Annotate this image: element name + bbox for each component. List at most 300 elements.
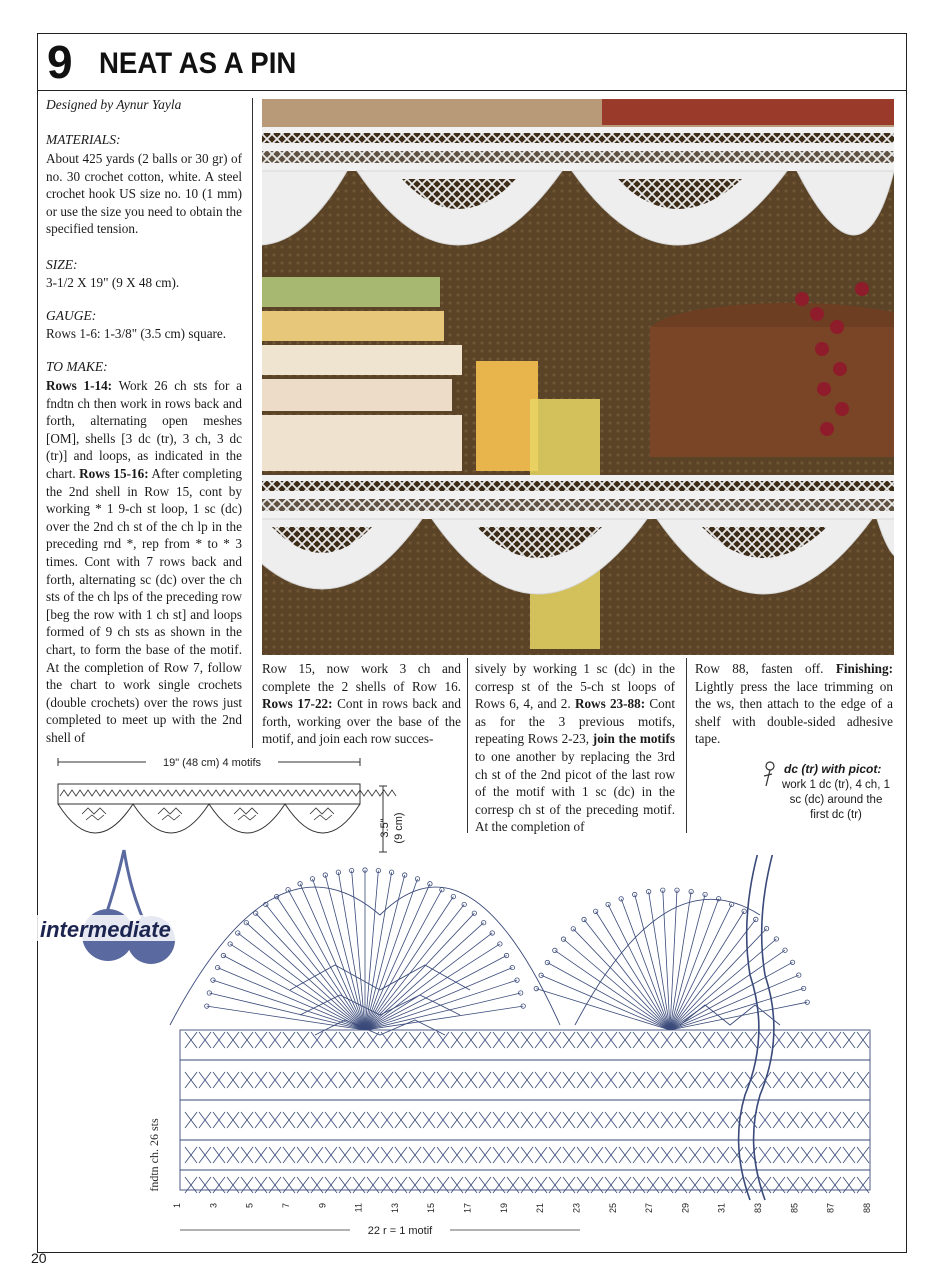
mesh-mark — [199, 1177, 211, 1193]
row-number-label: 9 — [317, 1203, 328, 1209]
mesh-mark — [815, 1032, 827, 1048]
mesh-mark — [283, 1032, 295, 1048]
mesh-mark — [241, 1112, 253, 1128]
picot-mark — [774, 937, 778, 941]
mesh-mark — [773, 1112, 785, 1128]
mesh-mark — [535, 1072, 547, 1088]
mesh-mark — [311, 1112, 323, 1128]
mesh-mark — [227, 1147, 239, 1163]
mesh-mark — [829, 1032, 841, 1048]
mesh-mark — [437, 1072, 449, 1088]
mesh-mark — [731, 1072, 743, 1088]
mesh-mark — [465, 1112, 477, 1128]
mesh-mark — [227, 1072, 239, 1088]
column-divider — [467, 658, 468, 833]
mesh-mark — [857, 1147, 869, 1163]
mesh-mark — [787, 1072, 799, 1088]
mesh-mark — [367, 1147, 379, 1163]
instructions-column-2 — [262, 660, 461, 748]
mesh-mark — [325, 1177, 337, 1193]
mesh-mark — [507, 1072, 519, 1088]
picot-mark — [754, 917, 758, 921]
mesh-mark — [787, 1177, 799, 1193]
mesh-mark — [465, 1177, 477, 1193]
picot-mark — [286, 887, 290, 891]
mesh-mark — [605, 1072, 617, 1088]
mesh-mark — [689, 1072, 701, 1088]
mesh-mark — [507, 1147, 519, 1163]
mesh-mark — [591, 1032, 603, 1048]
mesh-mark — [829, 1112, 841, 1128]
row-number-label: 83 — [753, 1203, 764, 1214]
mesh-mark — [717, 1177, 729, 1193]
materials-text: About 425 yards (2 balls or 30 gr) of no. 30 crochet cotton, white. A steel crochet hook US size no. 10 (1 mm) or use the size you need to obtain the specified tension. — [46, 151, 242, 237]
mesh-mark — [605, 1147, 617, 1163]
mesh-mark — [213, 1147, 225, 1163]
mesh-mark — [843, 1032, 855, 1048]
mesh-mark — [703, 1072, 715, 1088]
mesh-mark — [381, 1147, 393, 1163]
mesh-mark — [535, 1112, 547, 1128]
mesh-mark — [367, 1112, 379, 1128]
col3-text-c: to one another by replacing the 3rd ch st of the 2nd picot of the last row of the motif with 1 sc (dc) in the corresp ch st of the preceding motif. At the completion of — [475, 748, 675, 835]
stitch-mark — [352, 871, 365, 1030]
mesh-mark — [493, 1147, 505, 1163]
foundation-chain-label: fndtn ch. 26 sts — [147, 1118, 161, 1192]
mesh-mark — [619, 1112, 631, 1128]
picot-mark — [553, 948, 557, 952]
mesh-mark — [563, 1147, 575, 1163]
instructions-column-3 — [475, 660, 675, 836]
mesh-mark — [675, 1032, 687, 1048]
mesh-mark — [227, 1112, 239, 1128]
mesh-mark — [619, 1177, 631, 1193]
mesh-mark — [619, 1072, 631, 1088]
mesh-mark — [381, 1072, 393, 1088]
gauge-label: GAUGE: — [46, 308, 97, 323]
stitch-mark — [670, 919, 756, 1030]
mesh-mark — [339, 1072, 351, 1088]
mesh-mark — [731, 1177, 743, 1193]
mesh-mark — [493, 1177, 505, 1193]
mesh-mark — [297, 1177, 309, 1193]
mesh-mark — [745, 1032, 757, 1048]
col4-text-b: Lightly press the lace trimming on the ws, then attach to the edge of a shelf with double-sided adhesive tape. — [695, 678, 893, 747]
mesh-mark — [353, 1032, 365, 1048]
mesh-mark — [787, 1147, 799, 1163]
finishing-heading: Finishing: — [835, 661, 893, 676]
row-number-label: 21 — [535, 1203, 546, 1214]
mesh-mark — [241, 1147, 253, 1163]
mesh-mark — [563, 1177, 575, 1193]
rows-1-14-text: Work 26 ch sts for a fndtn ch then work in rows back and forth, alternating open meshes [OM], shells [3 dc (tr), 3 ch, 3 dc (tr)] and loops, as indicated in the chart. — [46, 378, 242, 481]
mesh-mark — [549, 1072, 561, 1088]
row-number-label: 23 — [571, 1203, 582, 1214]
stitch-mark — [365, 993, 521, 1030]
mesh-mark — [521, 1032, 533, 1048]
mesh-mark — [731, 1032, 743, 1048]
mesh-mark — [395, 1177, 407, 1193]
mesh-mark — [297, 1072, 309, 1088]
mesh-mark — [255, 1032, 267, 1048]
mesh-mark — [661, 1112, 673, 1128]
mesh-mark — [451, 1147, 463, 1163]
stitch-mark — [313, 879, 365, 1030]
mesh-mark — [479, 1032, 491, 1048]
mesh-mark — [409, 1032, 421, 1048]
mesh-mark — [577, 1032, 589, 1048]
mesh-mark — [773, 1032, 785, 1048]
mesh-mark — [255, 1177, 267, 1193]
mesh-mark — [535, 1177, 547, 1193]
mesh-mark — [269, 1072, 281, 1088]
instructions-column-4 — [695, 660, 893, 748]
mesh-mark — [563, 1072, 575, 1088]
mesh-mark — [395, 1112, 407, 1128]
mesh-mark — [703, 1032, 715, 1048]
rows-23-88-heading: Rows 23-88: — [574, 696, 646, 712]
mesh-mark — [479, 1147, 491, 1163]
mesh-mark — [633, 1112, 645, 1128]
stitch-mark — [207, 1006, 365, 1030]
mesh-mark — [829, 1177, 841, 1193]
mesh-mark — [703, 1177, 715, 1193]
mesh-mark — [549, 1177, 561, 1193]
mesh-mark — [521, 1177, 533, 1193]
mesh-mark — [199, 1112, 211, 1128]
mesh-mark — [227, 1177, 239, 1193]
page-number: 20 — [31, 1250, 47, 1266]
mesh-mark — [241, 1177, 253, 1193]
stitch-mark — [300, 884, 365, 1030]
mesh-mark — [465, 1032, 477, 1048]
row-number-label: 31 — [716, 1203, 727, 1214]
legend-title: dc (tr) with picot: — [784, 762, 882, 776]
pattern-number: 9 — [47, 36, 73, 88]
mesh-mark — [591, 1147, 603, 1163]
mesh-mark — [731, 1147, 743, 1163]
stitch-mark — [223, 956, 365, 1030]
stitch-mark — [365, 956, 507, 1030]
mesh-mark — [325, 1112, 337, 1128]
mesh-mark — [409, 1147, 421, 1163]
mesh-mark — [773, 1177, 785, 1193]
picot-mark — [783, 948, 787, 952]
mesh-mark — [423, 1147, 435, 1163]
mesh-mark — [283, 1147, 295, 1163]
mesh-mark — [689, 1032, 701, 1048]
picot-mark — [310, 877, 314, 881]
mesh-mark — [591, 1177, 603, 1193]
picot-mark — [539, 973, 543, 977]
mesh-mark — [857, 1177, 869, 1193]
mesh-mark — [857, 1032, 869, 1048]
mesh-mark — [801, 1177, 813, 1193]
join-motifs-bold: join the motifs — [592, 731, 675, 747]
mesh-mark — [353, 1177, 365, 1193]
mesh-mark — [451, 1112, 463, 1128]
mesh-mark — [647, 1072, 659, 1088]
mesh-mark — [605, 1112, 617, 1128]
stitch-mark — [325, 875, 365, 1030]
mesh-mark — [675, 1112, 687, 1128]
mesh-mark — [185, 1032, 197, 1048]
mesh-mark — [479, 1072, 491, 1088]
picot-symbol-icon — [758, 760, 782, 788]
mesh-mark — [255, 1112, 267, 1128]
instructions-column-1 — [46, 377, 242, 746]
mesh-mark — [423, 1072, 435, 1088]
mesh-mark — [717, 1147, 729, 1163]
mesh-mark — [717, 1112, 729, 1128]
mesh-mark — [493, 1072, 505, 1088]
mesh-mark — [563, 1032, 575, 1048]
row-number-label: 88 — [862, 1203, 872, 1214]
row-number-label: 17 — [462, 1203, 473, 1214]
mesh-mark — [437, 1177, 449, 1193]
mesh-mark — [801, 1147, 813, 1163]
stitch-mark — [277, 897, 365, 1030]
schematic-height-label: 3.5" — [379, 818, 391, 838]
mesh-mark — [395, 1072, 407, 1088]
mesh-mark — [367, 1032, 379, 1048]
stitch-mark — [266, 904, 365, 1030]
mesh-mark — [577, 1177, 589, 1193]
picot-mark — [534, 986, 538, 990]
mesh-mark — [213, 1032, 225, 1048]
mesh-mark — [381, 1112, 393, 1128]
mesh-mark — [759, 1112, 771, 1128]
mesh-mark — [213, 1112, 225, 1128]
mesh-mark — [283, 1112, 295, 1128]
mesh-mark — [367, 1072, 379, 1088]
mesh-mark — [647, 1032, 659, 1048]
mesh-mark — [549, 1147, 561, 1163]
row-number-label: 13 — [389, 1203, 400, 1214]
mesh-mark — [521, 1147, 533, 1163]
mesh-mark — [661, 1072, 673, 1088]
mesh-mark — [787, 1032, 799, 1048]
row-number-label: 3 — [208, 1203, 219, 1209]
mesh-mark — [437, 1147, 449, 1163]
picot-mark — [440, 887, 444, 891]
crochet-chart — [140, 855, 895, 1240]
mesh-mark — [745, 1177, 757, 1193]
to-make-label: TO MAKE: — [46, 359, 108, 374]
mesh-mark — [283, 1177, 295, 1193]
mesh-mark — [409, 1072, 421, 1088]
mesh-mark — [241, 1072, 253, 1088]
mesh-mark — [857, 1072, 869, 1088]
mesh-mark — [297, 1147, 309, 1163]
shelf-lace-photo — [262, 99, 894, 655]
stitch-mark — [218, 968, 365, 1030]
mesh-mark — [437, 1112, 449, 1128]
row-number-label: 19 — [498, 1203, 509, 1214]
repeat-label: 22 r = 1 motif — [367, 1225, 433, 1237]
mesh-mark — [199, 1147, 211, 1163]
mesh-mark — [815, 1147, 827, 1163]
mesh-mark — [829, 1147, 841, 1163]
designer-credit: Designed by Aynur Yayla — [46, 97, 182, 112]
mesh-mark — [661, 1032, 673, 1048]
col2-text-a: Row 15, now work 3 ch and complete the 2 shells of Row 16. — [262, 661, 461, 694]
mesh-mark — [535, 1032, 547, 1048]
col2-text-b: Cont in rows back and forth, working over the base of the motif, and join each row succes- — [262, 696, 461, 747]
stitch-mark — [365, 968, 512, 1030]
stitch-mark — [670, 939, 776, 1030]
mesh-mark — [423, 1032, 435, 1048]
mesh-mark — [353, 1147, 365, 1163]
picot-mark — [545, 960, 549, 964]
rows-1-14-heading: Rows 1-14: — [46, 378, 113, 393]
mesh-mark — [269, 1177, 281, 1193]
mesh-mark — [633, 1177, 645, 1193]
mesh-mark — [339, 1112, 351, 1128]
mesh-mark — [325, 1072, 337, 1088]
rows-15-16-text: After completing the 2nd shell in Row 15, cont by working * 1 9-ch st loop, 1 sc (dc) over the 2nd ch st of the ch lp in the preceding rnd *, rep from * to * 3 times. Cont with 7 rows back and forth, alternating sc (dc) over the ch sts of the ch lps of the preceding row [beg the row with 1 ch st] and loops formed of 9 ch sts as shown in the chart, to form the base of the motif. At the completion of Row 7, follow the chart to work single crochets (double crochets) over the rows just completed to meet up with the 2nd shell of — [46, 465, 243, 745]
mesh-mark — [675, 1072, 687, 1088]
stitch-mark — [584, 920, 670, 1030]
skill-level-text: intermediate — [40, 917, 171, 942]
mesh-mark — [395, 1147, 407, 1163]
mesh-mark — [521, 1072, 533, 1088]
stitch-mark — [246, 923, 365, 1030]
row-number-label: 29 — [680, 1203, 691, 1214]
size-schematic — [50, 752, 420, 857]
mesh-mark — [745, 1072, 757, 1088]
legend-description: work 1 dc (tr), 4 ch, 1 sc (dc) around the first dc (tr) — [781, 779, 890, 821]
mesh-mark — [773, 1072, 785, 1088]
mesh-mark — [367, 1177, 379, 1193]
mesh-mark — [703, 1147, 715, 1163]
mesh-mark — [843, 1112, 855, 1128]
mesh-mark — [507, 1032, 519, 1048]
mesh-mark — [605, 1177, 617, 1193]
row-number-label: 27 — [644, 1203, 655, 1214]
mesh-mark — [451, 1032, 463, 1048]
mesh-mark — [689, 1112, 701, 1128]
mesh-mark — [717, 1072, 729, 1088]
mesh-mark — [395, 1032, 407, 1048]
stitch-mark — [238, 933, 365, 1030]
picot-mark — [498, 942, 502, 946]
mesh-mark — [759, 1032, 771, 1048]
mesh-mark — [591, 1072, 603, 1088]
stitch-mark — [230, 944, 365, 1030]
mesh-mark — [213, 1177, 225, 1193]
mesh-mark — [269, 1112, 281, 1128]
mesh-mark — [297, 1112, 309, 1128]
picot-mark — [415, 877, 419, 881]
stitch-mark — [365, 879, 417, 1030]
mesh-mark — [717, 1032, 729, 1048]
picot-mark — [764, 926, 768, 930]
mesh-mark — [633, 1147, 645, 1163]
mesh-mark — [353, 1112, 365, 1128]
mesh-mark — [185, 1112, 197, 1128]
stitch-mark — [365, 933, 492, 1030]
mesh-mark — [773, 1147, 785, 1163]
mesh-mark — [311, 1177, 323, 1193]
mesh-mark — [675, 1147, 687, 1163]
column-divider — [686, 658, 687, 833]
picot-mark — [244, 921, 248, 925]
mesh-mark — [689, 1147, 701, 1163]
mesh-mark — [675, 1177, 687, 1193]
pattern-title: NEAT AS A PIN — [99, 47, 297, 80]
mesh-mark — [843, 1147, 855, 1163]
rows-17-22-heading: Rows 17-22: — [262, 696, 333, 712]
mesh-mark — [689, 1177, 701, 1193]
mesh-mark — [563, 1112, 575, 1128]
mesh-mark — [451, 1072, 463, 1088]
mesh-mark — [185, 1072, 197, 1088]
stitch-mark — [365, 897, 453, 1030]
row-number-label: 11 — [353, 1203, 364, 1213]
mesh-mark — [311, 1147, 323, 1163]
row-number-label: 87 — [825, 1203, 836, 1214]
mesh-mark — [325, 1147, 337, 1163]
mesh-mark — [479, 1112, 491, 1128]
materials-label: MATERIALS: — [46, 132, 121, 147]
mesh-mark — [213, 1072, 225, 1088]
mesh-mark — [619, 1032, 631, 1048]
mesh-mark — [549, 1112, 561, 1128]
schematic-height-label-cm: (9 cm) — [393, 812, 405, 844]
gauge-text: Rows 1-6: 1-3/8" (3.5 cm) square. — [46, 326, 227, 341]
mesh-mark — [269, 1032, 281, 1048]
mesh-mark — [409, 1112, 421, 1128]
mesh-mark — [661, 1177, 673, 1193]
mesh-mark — [577, 1072, 589, 1088]
row-number-label: 5 — [244, 1203, 255, 1209]
mesh-mark — [647, 1147, 659, 1163]
mesh-mark — [521, 1112, 533, 1128]
stitch-mark — [365, 875, 405, 1030]
mesh-mark — [647, 1177, 659, 1193]
mesh-mark — [815, 1112, 827, 1128]
stitch-mark — [541, 975, 670, 1030]
row-number-label: 7 — [280, 1203, 291, 1209]
stitch-mark — [365, 884, 430, 1030]
mesh-mark — [493, 1112, 505, 1128]
stitch-mark — [608, 904, 670, 1030]
mesh-mark — [507, 1112, 519, 1128]
row-number-label: 25 — [607, 1203, 618, 1214]
stitch-mark — [547, 962, 670, 1030]
stitch-mark — [365, 923, 484, 1030]
mesh-mark — [703, 1112, 715, 1128]
mesh-mark — [185, 1147, 197, 1163]
mesh-mark — [801, 1032, 813, 1048]
stitch-mark — [365, 871, 378, 1030]
mesh-mark — [339, 1177, 351, 1193]
mesh-mark — [647, 1112, 659, 1128]
mesh-mark — [801, 1112, 813, 1128]
mesh-mark — [661, 1147, 673, 1163]
rows-15-16-heading: Rows 15-16: — [79, 465, 149, 481]
mesh-mark — [381, 1032, 393, 1048]
mesh-mark — [857, 1112, 869, 1128]
mesh-mark — [619, 1147, 631, 1163]
header — [37, 33, 907, 91]
column-divider — [252, 98, 253, 748]
mesh-mark — [381, 1177, 393, 1193]
mesh-mark — [227, 1032, 239, 1048]
mesh-mark — [507, 1177, 519, 1193]
mesh-mark — [815, 1177, 827, 1193]
